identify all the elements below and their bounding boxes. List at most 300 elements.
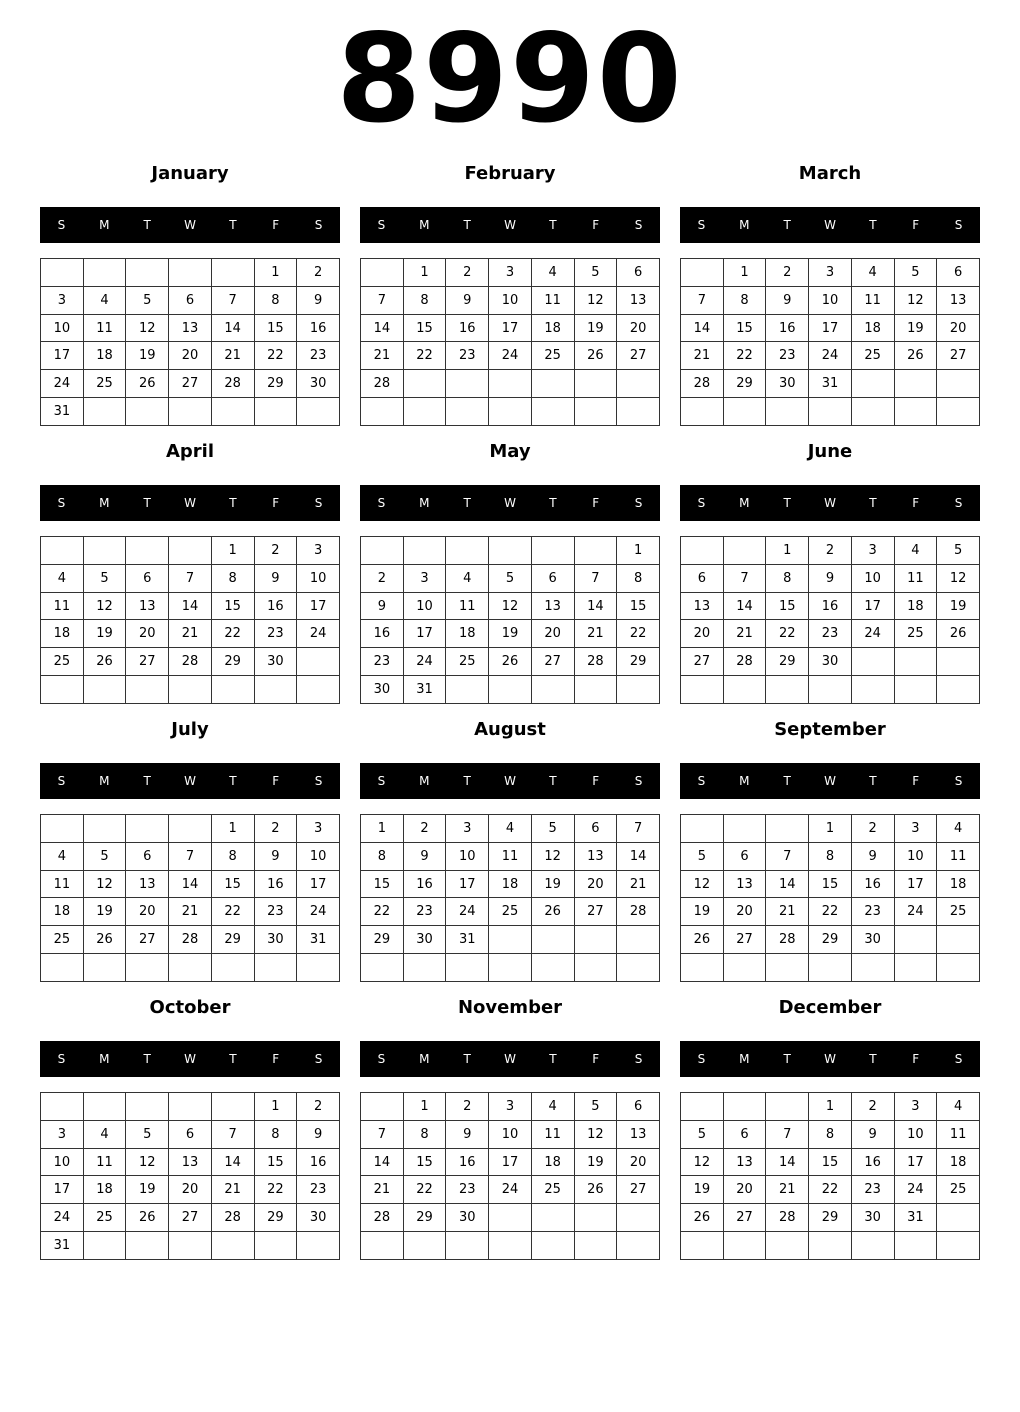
day-cell: 7 (169, 564, 212, 592)
weekday-label: S (57, 774, 66, 788)
week-row (361, 286, 660, 314)
empty-cell (723, 815, 766, 843)
day-cell: 18 (41, 620, 84, 648)
weekday-label: M (739, 774, 750, 788)
day-cell: 10 (446, 842, 489, 870)
day-cell: 15 (211, 592, 254, 620)
empty-cell (446, 676, 489, 704)
empty-cell (297, 1232, 340, 1260)
month-title: November (457, 997, 563, 1018)
weekday-label: M (99, 1052, 110, 1066)
empty-cell (211, 1093, 254, 1121)
day-cell: 21 (766, 1176, 809, 1204)
empty-cell (126, 398, 169, 426)
day-cell: 6 (126, 842, 169, 870)
week-row (361, 842, 660, 870)
week-row (681, 926, 980, 954)
day-cell: 24 (809, 342, 852, 370)
day-cell: 29 (617, 648, 660, 676)
month-title: April (165, 441, 215, 462)
week-row (681, 676, 980, 704)
weekday-label: F (912, 496, 920, 510)
day-cell: 26 (83, 648, 126, 676)
day-cell: 22 (809, 1176, 852, 1204)
day-cell: 22 (254, 342, 297, 370)
weekday-label: T (463, 218, 471, 232)
empty-cell (361, 1232, 404, 1260)
empty-cell (574, 676, 617, 704)
day-cell: 5 (681, 1120, 724, 1148)
weekday-header (360, 207, 660, 243)
week-row (681, 1120, 980, 1148)
day-cell: 7 (211, 286, 254, 314)
day-cell: 17 (489, 314, 532, 342)
empty-cell (531, 676, 574, 704)
empty-cell (574, 954, 617, 982)
empty-cell (361, 1093, 404, 1121)
day-cell: 1 (766, 537, 809, 565)
day-cell: 11 (894, 564, 937, 592)
week-row (361, 564, 660, 592)
day-cell: 19 (83, 620, 126, 648)
day-cell: 10 (489, 286, 532, 314)
day-cell: 11 (446, 592, 489, 620)
day-cell: 15 (254, 1148, 297, 1176)
day-cell: 31 (894, 1204, 937, 1232)
week-row (681, 1204, 980, 1232)
day-cell: 29 (254, 370, 297, 398)
day-cell: 17 (297, 592, 340, 620)
empty-cell (169, 398, 212, 426)
empty-cell (489, 1232, 532, 1260)
week-row (41, 564, 340, 592)
empty-cell (169, 259, 212, 287)
weekday-label: M (739, 496, 750, 510)
week-row (41, 1176, 340, 1204)
day-cell: 16 (254, 870, 297, 898)
weekday-label: M (419, 1052, 430, 1066)
day-cell: 10 (809, 286, 852, 314)
day-cell: 3 (297, 537, 340, 565)
empty-cell (894, 926, 937, 954)
week-row (361, 1176, 660, 1204)
day-cell: 11 (41, 592, 84, 620)
day-cell: 9 (297, 286, 340, 314)
day-cell: 3 (403, 564, 446, 592)
weekday-header (680, 763, 980, 799)
weekday-label: W (184, 496, 196, 510)
day-cell: 28 (361, 370, 404, 398)
day-cell: 7 (169, 842, 212, 870)
day-cell: 14 (211, 1148, 254, 1176)
week-row (41, 870, 340, 898)
day-cell: 20 (126, 898, 169, 926)
empty-cell (83, 676, 126, 704)
weekday-label: S (697, 496, 706, 510)
day-grid (360, 536, 660, 704)
day-cell: 26 (574, 342, 617, 370)
empty-cell (126, 1093, 169, 1121)
weekday-label: F (912, 774, 920, 788)
day-cell: 20 (937, 314, 980, 342)
day-cell: 9 (254, 564, 297, 592)
day-cell: 19 (531, 870, 574, 898)
weekday-label: S (57, 496, 66, 510)
week-row (681, 842, 980, 870)
day-cell: 24 (489, 342, 532, 370)
empty-cell (211, 676, 254, 704)
day-cell: 4 (851, 259, 894, 287)
weekday-header (40, 1041, 340, 1077)
day-cell: 28 (169, 926, 212, 954)
day-cell: 22 (617, 620, 660, 648)
day-cell: 21 (617, 870, 660, 898)
day-cell: 28 (574, 648, 617, 676)
empty-cell (361, 954, 404, 982)
day-cell: 8 (211, 564, 254, 592)
empty-cell (574, 926, 617, 954)
weekday-label: S (314, 218, 323, 232)
day-cell: 11 (489, 842, 532, 870)
day-cell: 15 (211, 870, 254, 898)
weekday-label: T (229, 1052, 237, 1066)
week-row (41, 259, 340, 287)
weekday-label: S (377, 496, 386, 510)
day-cell: 27 (169, 370, 212, 398)
day-cell: 5 (126, 286, 169, 314)
empty-cell (937, 648, 980, 676)
weekday-label: S (314, 1052, 323, 1066)
day-cell: 26 (489, 648, 532, 676)
day-cell: 15 (809, 1148, 852, 1176)
day-cell: 25 (937, 898, 980, 926)
empty-cell (83, 537, 126, 565)
weekday-label: T (463, 774, 471, 788)
empty-cell (531, 1232, 574, 1260)
day-cell: 20 (126, 620, 169, 648)
day-cell: 1 (723, 259, 766, 287)
weekday-label: S (377, 1052, 386, 1066)
day-cell: 28 (617, 898, 660, 926)
day-cell: 15 (403, 1148, 446, 1176)
day-cell: 27 (126, 926, 169, 954)
day-cell: 6 (617, 1093, 660, 1121)
day-cell: 18 (41, 898, 84, 926)
day-cell: 2 (254, 537, 297, 565)
day-cell: 7 (361, 286, 404, 314)
empty-cell (361, 537, 404, 565)
day-cell: 29 (211, 926, 254, 954)
week-row (681, 1148, 980, 1176)
month-title: August (474, 719, 546, 740)
week-row (681, 620, 980, 648)
weekday-label: W (824, 774, 836, 788)
empty-cell (489, 1204, 532, 1232)
week-row (41, 954, 340, 982)
day-cell: 18 (489, 870, 532, 898)
day-cell: 3 (851, 537, 894, 565)
weekday-label: M (739, 218, 750, 232)
week-row (681, 1093, 980, 1121)
week-row (681, 1232, 980, 1260)
empty-cell (723, 537, 766, 565)
day-cell: 5 (126, 1120, 169, 1148)
day-cell: 31 (403, 676, 446, 704)
empty-cell (254, 398, 297, 426)
day-cell: 6 (723, 842, 766, 870)
week-row (361, 1148, 660, 1176)
day-cell: 4 (937, 815, 980, 843)
day-cell: 13 (169, 314, 212, 342)
day-cell: 24 (403, 648, 446, 676)
day-cell: 16 (403, 870, 446, 898)
empty-cell (531, 537, 574, 565)
day-cell: 3 (809, 259, 852, 287)
day-cell: 24 (297, 898, 340, 926)
empty-cell (169, 1232, 212, 1260)
day-cell: 23 (809, 620, 852, 648)
week-row (41, 1093, 340, 1121)
day-cell: 15 (403, 314, 446, 342)
day-cell: 13 (681, 592, 724, 620)
weekday-header (360, 1041, 660, 1077)
weekday-label: T (783, 1052, 791, 1066)
day-cell: 10 (297, 564, 340, 592)
empty-cell (41, 537, 84, 565)
weekday-label: F (912, 218, 920, 232)
day-cell: 28 (766, 1204, 809, 1232)
empty-cell (681, 815, 724, 843)
day-cell: 21 (723, 620, 766, 648)
weekday-label: M (419, 218, 430, 232)
weekday-label: S (377, 218, 386, 232)
month-title: December (778, 997, 882, 1018)
day-cell: 30 (254, 648, 297, 676)
week-row (41, 342, 340, 370)
empty-cell (361, 259, 404, 287)
day-cell: 3 (41, 1120, 84, 1148)
day-cell: 27 (937, 342, 980, 370)
day-cell: 22 (723, 342, 766, 370)
empty-cell (723, 954, 766, 982)
day-cell: 19 (937, 592, 980, 620)
day-cell: 14 (617, 842, 660, 870)
empty-cell (851, 398, 894, 426)
day-cell: 14 (211, 314, 254, 342)
empty-cell (894, 954, 937, 982)
day-cell: 16 (254, 592, 297, 620)
day-cell: 16 (851, 1148, 894, 1176)
empty-cell (41, 954, 84, 982)
weekday-label: W (824, 496, 836, 510)
weekday-label: T (549, 774, 557, 788)
day-cell: 8 (403, 286, 446, 314)
empty-cell (446, 537, 489, 565)
day-cell: 3 (489, 259, 532, 287)
day-cell: 14 (766, 870, 809, 898)
weekday-label: T (549, 1052, 557, 1066)
day-cell: 7 (574, 564, 617, 592)
week-row (361, 537, 660, 565)
empty-cell (617, 370, 660, 398)
week-row (361, 1232, 660, 1260)
empty-cell (126, 259, 169, 287)
weekday-label: T (463, 496, 471, 510)
empty-cell (531, 398, 574, 426)
day-cell: 14 (574, 592, 617, 620)
week-row (681, 592, 980, 620)
weekday-label: S (314, 774, 323, 788)
day-cell: 25 (851, 342, 894, 370)
day-cell: 28 (681, 370, 724, 398)
day-cell: 8 (361, 842, 404, 870)
day-cell: 6 (169, 286, 212, 314)
week-row (41, 1204, 340, 1232)
empty-cell (211, 1232, 254, 1260)
week-row (681, 314, 980, 342)
day-cell: 3 (894, 1093, 937, 1121)
week-row (361, 620, 660, 648)
day-cell: 27 (617, 1176, 660, 1204)
day-cell: 23 (851, 898, 894, 926)
day-grid (40, 814, 340, 982)
day-cell: 16 (809, 592, 852, 620)
weekday-label: S (697, 774, 706, 788)
weekday-label: S (314, 496, 323, 510)
weekday-label: W (184, 774, 196, 788)
day-cell: 9 (809, 564, 852, 592)
day-cell: 12 (681, 870, 724, 898)
empty-cell (574, 1232, 617, 1260)
weekday-label: M (739, 1052, 750, 1066)
empty-cell (809, 954, 852, 982)
day-grid (40, 258, 340, 426)
empty-cell (531, 1204, 574, 1232)
day-cell: 19 (489, 620, 532, 648)
day-cell: 2 (254, 815, 297, 843)
empty-cell (446, 370, 489, 398)
day-cell: 21 (681, 342, 724, 370)
empty-cell (766, 676, 809, 704)
empty-cell (83, 398, 126, 426)
day-cell: 21 (361, 1176, 404, 1204)
week-row (41, 926, 340, 954)
weekday-header (360, 763, 660, 799)
day-cell: 8 (766, 564, 809, 592)
day-cell: 13 (723, 870, 766, 898)
empty-cell (489, 537, 532, 565)
week-row (361, 898, 660, 926)
empty-cell (766, 1232, 809, 1260)
week-row (41, 398, 340, 426)
day-cell: 31 (446, 926, 489, 954)
day-cell: 20 (574, 870, 617, 898)
day-cell: 1 (361, 815, 404, 843)
day-cell: 20 (723, 1176, 766, 1204)
empty-cell (617, 926, 660, 954)
empty-cell (681, 676, 724, 704)
empty-cell (723, 676, 766, 704)
week-row (361, 954, 660, 982)
day-cell: 2 (297, 259, 340, 287)
week-row (681, 342, 980, 370)
day-cell: 24 (41, 370, 84, 398)
empty-cell (169, 676, 212, 704)
day-cell: 22 (403, 1176, 446, 1204)
day-cell: 14 (681, 314, 724, 342)
weekday-label: T (783, 218, 791, 232)
day-cell: 11 (531, 1120, 574, 1148)
day-cell: 11 (83, 1148, 126, 1176)
week-row (41, 676, 340, 704)
day-cell: 25 (531, 1176, 574, 1204)
day-cell: 13 (937, 286, 980, 314)
day-cell: 1 (211, 537, 254, 565)
day-cell: 10 (41, 1148, 84, 1176)
empty-cell (681, 398, 724, 426)
day-cell: 23 (446, 342, 489, 370)
day-cell: 20 (617, 314, 660, 342)
day-cell: 17 (894, 1148, 937, 1176)
empty-cell (126, 676, 169, 704)
day-cell: 17 (446, 870, 489, 898)
day-cell: 14 (361, 314, 404, 342)
weekday-header (680, 1041, 980, 1077)
day-cell: 12 (894, 286, 937, 314)
day-cell: 6 (723, 1120, 766, 1148)
weekday-label: W (824, 218, 836, 232)
day-cell: 21 (211, 342, 254, 370)
empty-cell (41, 815, 84, 843)
weekday-label: F (272, 774, 280, 788)
weekday-label: T (783, 496, 791, 510)
day-cell: 1 (211, 815, 254, 843)
day-cell: 9 (403, 842, 446, 870)
day-cell: 11 (83, 314, 126, 342)
day-cell: 17 (41, 342, 84, 370)
day-cell: 24 (41, 1204, 84, 1232)
weekday-label: T (229, 774, 237, 788)
week-row (41, 842, 340, 870)
weekday-label: W (184, 1052, 196, 1066)
day-cell: 10 (297, 842, 340, 870)
empty-cell (126, 537, 169, 565)
day-cell: 31 (809, 370, 852, 398)
day-cell: 4 (937, 1093, 980, 1121)
day-cell: 25 (446, 648, 489, 676)
day-cell: 26 (531, 898, 574, 926)
empty-cell (809, 676, 852, 704)
day-cell: 4 (41, 842, 84, 870)
empty-cell (809, 1232, 852, 1260)
empty-cell (937, 926, 980, 954)
month-title: June (807, 441, 853, 462)
day-cell: 30 (851, 1204, 894, 1232)
empty-cell (169, 815, 212, 843)
weekday-header (360, 485, 660, 521)
day-cell: 6 (937, 259, 980, 287)
day-cell: 31 (41, 1232, 84, 1260)
empty-cell (894, 648, 937, 676)
day-cell: 24 (851, 620, 894, 648)
day-cell: 24 (894, 898, 937, 926)
day-cell: 27 (723, 1204, 766, 1232)
day-cell: 12 (937, 564, 980, 592)
day-cell: 11 (937, 842, 980, 870)
day-cell: 16 (766, 314, 809, 342)
empty-cell (723, 1093, 766, 1121)
empty-cell (617, 1232, 660, 1260)
